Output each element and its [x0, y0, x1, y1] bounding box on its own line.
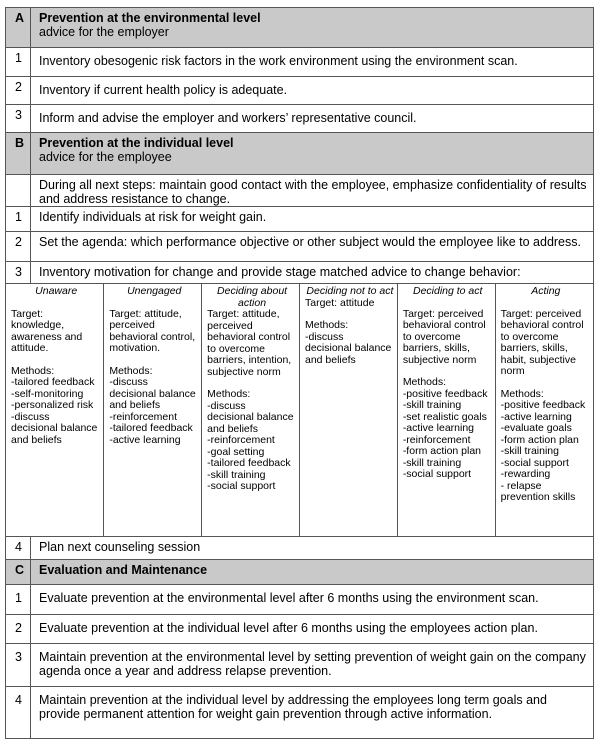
stage-column	[104, 284, 202, 536]
stage-method-line: and beliefs	[304, 353, 356, 366]
item-text: Maintain prevention at the individual level by addressing the employees long term goals and provide permanent attention for weight gain prevention through active information.	[31, 687, 594, 739]
section-letter: C	[6, 560, 31, 585]
table-row	[6, 105, 594, 133]
stage-method-line: Methods:	[207, 388, 251, 400]
table-row	[6, 175, 594, 207]
stage-target-line: Target: perceived	[500, 307, 582, 320]
stage-method-line: prevention skills	[500, 491, 576, 503]
stage-target-line: to overcome	[207, 342, 265, 355]
stage-target-line: barriers, skills,	[402, 342, 470, 354]
table-row	[6, 262, 594, 284]
item-number: 1	[6, 48, 31, 77]
stage-method-line: -social support	[207, 480, 276, 492]
stage-target-line: Target:	[11, 307, 44, 320]
stage-method-line: Methods:	[11, 364, 55, 377]
item-number: 4	[6, 537, 31, 560]
stage-method-line: -personalized risk	[11, 399, 94, 411]
stage-target-line: knowledge,	[11, 319, 65, 331]
stage-title: Deciding to act	[412, 285, 483, 297]
item-text: Evaluate prevention at the individual level after 6 months using the employees action plan.	[31, 615, 594, 644]
stage-target-line: behavioral control,	[109, 330, 196, 343]
table-row	[6, 48, 594, 77]
intro-text: During all next steps: maintain good contact with the employee, emphasize confidentiality of results and address resistance to change.	[31, 175, 594, 207]
table-row	[6, 585, 594, 615]
stage-column	[299, 284, 397, 536]
table-row	[6, 687, 594, 739]
stage-column	[495, 284, 593, 536]
stage-method-line: Methods:	[402, 376, 447, 388]
item-number: 4	[6, 687, 31, 739]
stage-method-line: -self-monitoring	[11, 387, 84, 400]
stage-method-line: -tailored feedback	[207, 457, 291, 469]
stage-target-line: Target: perceived	[402, 307, 484, 320]
stage-method-line: decisional balance	[207, 411, 294, 423]
stage-method-line: -tailored feedback	[11, 376, 95, 388]
item-text: Inventory motivation for change and provide stage matched advice to change behavior:	[31, 262, 594, 284]
stage-target-line: Target: attitude,	[207, 308, 280, 320]
item-text: Maintain prevention at the environmental level by setting prevention of weight gain on the company agenda once a year and address relapse prevention.	[31, 644, 594, 687]
item-text: Inform and advise the employer and workers’ representative council.	[31, 105, 594, 133]
stage-method-line: -goal setting	[207, 445, 265, 458]
stages-row	[6, 284, 594, 537]
stage-method-line: -active learning	[500, 410, 572, 423]
stage-method-line: -reinforcement	[109, 410, 178, 423]
stage-method-line: -form action plan	[402, 445, 482, 457]
stage-method-line: -skill training	[207, 468, 266, 481]
stage-method-line: -active learning	[109, 433, 181, 446]
stage-column	[202, 284, 300, 536]
stages-table	[6, 284, 593, 536]
stage-target-line: barriers, skills,	[500, 342, 568, 354]
stage-target-line: behavioral control	[402, 319, 486, 331]
section-c-header	[6, 560, 594, 585]
item-text: Evaluate prevention at the environmental level after 6 months using the environment scan.	[31, 585, 594, 615]
stage-title: Deciding not to act	[306, 285, 394, 297]
stage-target-line: to overcome	[500, 330, 559, 343]
stage-target-line: to overcome	[402, 330, 461, 343]
stage-column	[397, 284, 495, 536]
stage-target-line: norm	[500, 365, 525, 377]
section-b-header	[6, 133, 594, 175]
table-row	[6, 537, 594, 560]
section-letter: B	[6, 133, 31, 175]
item-text: Plan next counseling session	[31, 537, 594, 560]
section-letter: A	[6, 8, 31, 48]
stage-column	[6, 284, 104, 536]
item-number: 1	[6, 585, 31, 615]
stage-method-line: -discuss	[207, 399, 246, 412]
stage-method-line: and beliefs	[207, 422, 258, 435]
stage-method-line: decisional balance	[109, 387, 196, 400]
stage-target-line: behavioral control	[500, 319, 584, 331]
item-text: Inventory if current health policy is adequate.	[31, 77, 594, 105]
stage-method-line: and beliefs	[11, 433, 62, 446]
stage-target-line: perceived	[109, 319, 155, 331]
stage-target-line: perceived	[207, 319, 253, 332]
stage-method-line: -positive feedback	[402, 387, 488, 400]
stage-title: Unengaged	[127, 285, 182, 297]
stage-target-line: habit, subjective	[500, 353, 576, 366]
stage-target-line: Target: attitude,	[109, 307, 182, 320]
section-a-header	[6, 8, 594, 48]
stage-target-line: awareness and	[11, 330, 83, 343]
section-title: Evaluation and Maintenance	[39, 563, 208, 577]
stage-method-line: -rewarding	[500, 468, 551, 480]
item-number: 2	[6, 615, 31, 644]
stage-method-line: -reinforcement	[207, 434, 275, 446]
stage-method-line: decisional balance	[11, 422, 98, 434]
item-number: 3	[6, 262, 31, 284]
item-number: 3	[6, 644, 31, 687]
table-row	[6, 644, 594, 687]
stage-method-line: -discuss	[109, 376, 148, 388]
stage-target-line: Target: attitude	[304, 296, 375, 309]
item-number: 2	[6, 232, 31, 262]
stage-method-line: decisional balance	[304, 342, 392, 354]
stage-method-line: -positive feedback	[500, 399, 586, 411]
item-number: 3	[6, 105, 31, 133]
stage-method-line: -active learning	[402, 422, 475, 434]
stage-target-line: subjective norm	[207, 365, 281, 378]
item-text: Inventory obesogenic risk factors in the work environment using the environment scan.	[31, 48, 594, 77]
item-text: Set the agenda: which performance objective or other subject would the employee like to address.	[31, 232, 594, 262]
protocol-table	[5, 7, 594, 739]
stage-method-line: -skill training	[402, 399, 462, 411]
table-row	[6, 77, 594, 105]
section-title: Prevention at the individual level	[39, 136, 234, 150]
table-row	[6, 232, 594, 262]
stage-target-line: subjective norm	[402, 353, 477, 366]
stage-method-line: -skill training	[402, 456, 462, 469]
section-subtitle: advice for the employer	[39, 25, 169, 39]
stage-method-line: Methods:	[500, 387, 544, 400]
stage-method-line: -discuss	[11, 410, 50, 423]
stage-title: Acting	[531, 285, 561, 297]
stage-method-line: -tailored feedback	[109, 422, 193, 434]
stage-method-line: and beliefs	[109, 399, 161, 411]
stage-target-line: attitude.	[11, 342, 49, 354]
stage-method-line: -skill training	[500, 445, 559, 457]
stage-target-line: behavioral control	[207, 331, 291, 343]
stage-title: Unaware	[35, 285, 78, 297]
stage-method-line: -reinforcement	[402, 433, 471, 446]
stage-target-line: motivation.	[109, 342, 161, 354]
item-number: 2	[6, 77, 31, 105]
stage-method-line: -form action plan	[500, 433, 579, 446]
stage-title: Deciding about action	[217, 285, 288, 309]
stage-method-line: -social support	[402, 468, 472, 480]
stage-method-line: -set realistic goals	[402, 410, 487, 423]
section-title: Prevention at the environmental level	[39, 11, 261, 25]
table-row	[6, 615, 594, 644]
item-text: Identify individuals at risk for weight gain.	[31, 207, 594, 232]
stage-method-line: Methods:	[304, 319, 349, 331]
stage-method-line: -social support	[500, 456, 569, 469]
stage-method-line: Methods:	[109, 364, 153, 377]
stage-target-line: barriers, intention,	[207, 354, 292, 366]
item-number: 1	[6, 207, 31, 232]
table-row	[6, 207, 594, 232]
stage-method-line: -evaluate goals	[500, 422, 572, 434]
stage-method-line: -discuss	[304, 330, 344, 343]
stage-method-line: - relapse	[500, 479, 542, 492]
section-subtitle: advice for the employee	[39, 150, 172, 164]
